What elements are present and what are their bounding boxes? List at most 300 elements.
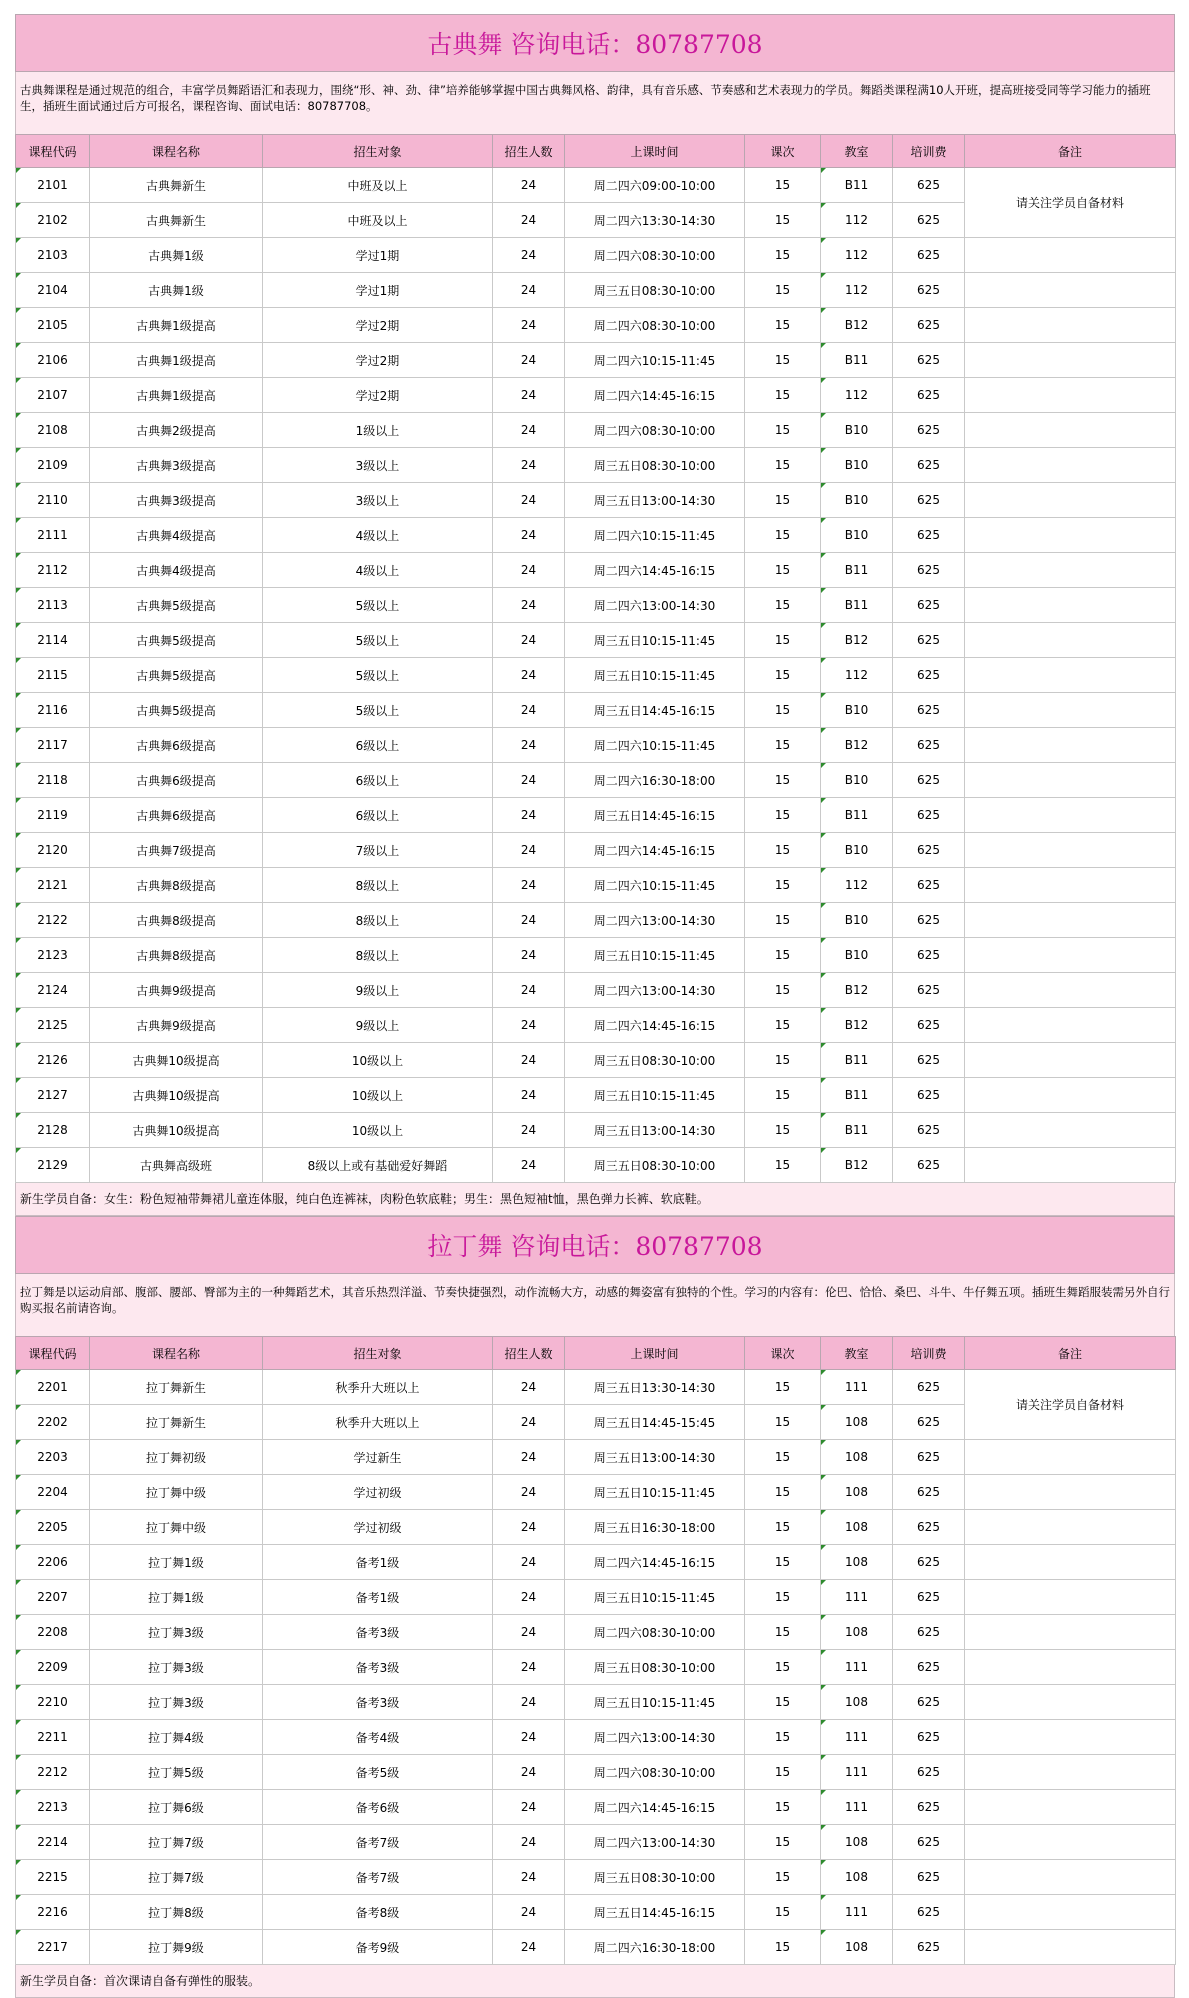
cell-remarks bbox=[965, 588, 1176, 623]
cell-enrollment: 24 bbox=[493, 798, 565, 833]
cell-class-time: 周三五日08:30-10:00 bbox=[565, 1650, 745, 1685]
cell-target-students: 备考4级 bbox=[263, 1720, 493, 1755]
cell-sessions: 15 bbox=[745, 973, 821, 1008]
cell-course-code: 2211 bbox=[16, 1720, 90, 1755]
cell-remarks bbox=[965, 343, 1176, 378]
table-row bbox=[16, 763, 1176, 798]
cell-remarks bbox=[965, 868, 1176, 903]
cell-remarks bbox=[965, 1615, 1176, 1650]
cell-course-code: 2112 bbox=[16, 553, 90, 588]
course-schedule-sheet bbox=[15, 14, 1175, 1998]
column-header-classroom: 教室 bbox=[821, 135, 893, 168]
cell-enrollment: 24 bbox=[493, 763, 565, 798]
cell-sessions: 15 bbox=[745, 623, 821, 658]
cell-remarks bbox=[965, 1790, 1176, 1825]
cell-sessions: 15 bbox=[745, 658, 821, 693]
cell-classroom: B11 bbox=[821, 168, 893, 203]
cell-course-code: 2108 bbox=[16, 413, 90, 448]
cell-sessions: 15 bbox=[745, 1148, 821, 1183]
cell-sessions: 15 bbox=[745, 1008, 821, 1043]
table-row bbox=[16, 938, 1176, 973]
table-row bbox=[16, 553, 1176, 588]
cell-classroom: B11 bbox=[821, 1043, 893, 1078]
cell-target-students: 5级以上 bbox=[263, 658, 493, 693]
cell-class-time: 周二四六08:30-10:00 bbox=[565, 413, 745, 448]
cell-course-code: 2116 bbox=[16, 693, 90, 728]
cell-sessions: 15 bbox=[745, 1685, 821, 1720]
cell-classroom: B11 bbox=[821, 1113, 893, 1148]
cell-fee: 625 bbox=[893, 1370, 965, 1405]
cell-target-students: 8级以上 bbox=[263, 868, 493, 903]
cell-sessions: 15 bbox=[745, 938, 821, 973]
section-title: 拉丁舞 咨询电话：80787708 bbox=[15, 1216, 1175, 1274]
cell-class-time: 周三五日10:15-11:45 bbox=[565, 1078, 745, 1113]
cell-course-name: 古典舞新生 bbox=[90, 203, 263, 238]
cell-target-students: 4级以上 bbox=[263, 518, 493, 553]
cell-course-name: 古典舞3级提高 bbox=[90, 448, 263, 483]
cell-fee: 625 bbox=[893, 1860, 965, 1895]
cell-fee: 625 bbox=[893, 203, 965, 238]
cell-enrollment: 24 bbox=[493, 1043, 565, 1078]
section-intro: 古典舞课程是通过规范的组合，丰富学员舞蹈语汇和表现力，围绕“形、神、劲、律”培养能够掌握中国古典舞风格、韵律，具有音乐感、节奏感和艺术表现力的学员。舞蹈类课程满10人开班，提高班接受同等学习能力的插班生，插班生面试通过后方可报名，课程咨询、面试电话：80787708。 bbox=[15, 72, 1175, 134]
cell-sessions: 15 bbox=[745, 1078, 821, 1113]
cell-sessions: 15 bbox=[745, 728, 821, 763]
cell-course-name: 拉丁舞4级 bbox=[90, 1720, 263, 1755]
cell-sessions: 15 bbox=[745, 693, 821, 728]
cell-fee: 625 bbox=[893, 1113, 965, 1148]
column-header-course-code: 课程代码 bbox=[16, 135, 90, 168]
cell-remarks bbox=[965, 308, 1176, 343]
cell-classroom: B10 bbox=[821, 483, 893, 518]
table-row bbox=[16, 1930, 1176, 1965]
cell-class-time: 周二四六16:30-18:00 bbox=[565, 763, 745, 798]
cell-sessions: 15 bbox=[745, 1860, 821, 1895]
table-row bbox=[16, 343, 1176, 378]
cell-sessions: 15 bbox=[745, 1440, 821, 1475]
cell-fee: 625 bbox=[893, 693, 965, 728]
cell-course-name: 古典舞1级提高 bbox=[90, 308, 263, 343]
cell-enrollment: 24 bbox=[493, 308, 565, 343]
cell-course-name: 拉丁舞3级 bbox=[90, 1685, 263, 1720]
cell-course-name: 古典舞1级提高 bbox=[90, 378, 263, 413]
cell-sessions: 15 bbox=[745, 1650, 821, 1685]
cell-remarks bbox=[965, 378, 1176, 413]
cell-fee: 625 bbox=[893, 273, 965, 308]
table-row bbox=[16, 1510, 1176, 1545]
cell-class-time: 周三五日10:15-11:45 bbox=[565, 1475, 745, 1510]
table-row bbox=[16, 1825, 1176, 1860]
table-row bbox=[16, 1720, 1176, 1755]
cell-course-name: 古典舞3级提高 bbox=[90, 483, 263, 518]
cell-classroom: B10 bbox=[821, 693, 893, 728]
cell-classroom: 108 bbox=[821, 1615, 893, 1650]
table-row bbox=[16, 1895, 1176, 1930]
cell-sessions: 15 bbox=[745, 1930, 821, 1965]
cell-course-name: 古典舞8级提高 bbox=[90, 903, 263, 938]
cell-fee: 625 bbox=[893, 1148, 965, 1183]
cell-classroom: 112 bbox=[821, 658, 893, 693]
table-row bbox=[16, 518, 1176, 553]
cell-class-time: 周三五日13:30-14:30 bbox=[565, 1370, 745, 1405]
cell-enrollment: 24 bbox=[493, 693, 565, 728]
table-row bbox=[16, 973, 1176, 1008]
cell-course-code: 2201 bbox=[16, 1370, 90, 1405]
cell-remarks bbox=[965, 1825, 1176, 1860]
cell-class-time: 周三五日10:15-11:45 bbox=[565, 623, 745, 658]
cell-course-code: 2124 bbox=[16, 973, 90, 1008]
cell-remarks bbox=[965, 1755, 1176, 1790]
cell-class-time: 周二四六14:45-16:15 bbox=[565, 1008, 745, 1043]
cell-fee: 625 bbox=[893, 903, 965, 938]
cell-target-students: 5级以上 bbox=[263, 693, 493, 728]
cell-remarks bbox=[965, 1685, 1176, 1720]
cell-class-time: 周二四六13:00-14:30 bbox=[565, 973, 745, 1008]
cell-remarks bbox=[965, 483, 1176, 518]
cell-enrollment: 24 bbox=[493, 1755, 565, 1790]
cell-enrollment: 24 bbox=[493, 1895, 565, 1930]
cell-course-code: 2118 bbox=[16, 763, 90, 798]
table-row bbox=[16, 1860, 1176, 1895]
cell-remarks bbox=[965, 1043, 1176, 1078]
cell-course-name: 拉丁舞中级 bbox=[90, 1475, 263, 1510]
cell-sessions: 15 bbox=[745, 413, 821, 448]
cell-class-time: 周二四六13:00-14:30 bbox=[565, 1720, 745, 1755]
cell-classroom: 111 bbox=[821, 1755, 893, 1790]
cell-course-name: 拉丁舞3级 bbox=[90, 1650, 263, 1685]
table-row bbox=[16, 378, 1176, 413]
table-header-row bbox=[16, 135, 1176, 168]
cell-classroom: 112 bbox=[821, 868, 893, 903]
cell-course-name: 古典舞1级 bbox=[90, 238, 263, 273]
cell-remarks bbox=[965, 1895, 1176, 1930]
cell-sessions: 15 bbox=[745, 1825, 821, 1860]
cell-fee: 625 bbox=[893, 448, 965, 483]
cell-sessions: 15 bbox=[745, 308, 821, 343]
cell-course-code: 2111 bbox=[16, 518, 90, 553]
cell-course-name: 拉丁舞6级 bbox=[90, 1790, 263, 1825]
cell-target-students: 备考9级 bbox=[263, 1930, 493, 1965]
cell-class-time: 周三五日14:45-15:45 bbox=[565, 1405, 745, 1440]
column-header-enrollment: 招生人数 bbox=[493, 135, 565, 168]
cell-classroom: 111 bbox=[821, 1580, 893, 1615]
table-row bbox=[16, 1008, 1176, 1043]
cell-classroom: 111 bbox=[821, 1370, 893, 1405]
cell-class-time: 周二四六10:15-11:45 bbox=[565, 868, 745, 903]
cell-enrollment: 24 bbox=[493, 343, 565, 378]
cell-remarks bbox=[965, 1930, 1176, 1965]
cell-remarks bbox=[965, 728, 1176, 763]
cell-enrollment: 24 bbox=[493, 1078, 565, 1113]
cell-sessions: 15 bbox=[745, 588, 821, 623]
cell-class-time: 周三五日14:45-16:15 bbox=[565, 798, 745, 833]
cell-course-code: 2110 bbox=[16, 483, 90, 518]
cell-sessions: 15 bbox=[745, 238, 821, 273]
column-header-course-name: 课程名称 bbox=[90, 135, 263, 168]
cell-enrollment: 24 bbox=[493, 203, 565, 238]
cell-sessions: 15 bbox=[745, 343, 821, 378]
cell-target-students: 秋季升大班以上 bbox=[263, 1370, 493, 1405]
cell-classroom: B10 bbox=[821, 763, 893, 798]
cell-target-students: 学过2期 bbox=[263, 308, 493, 343]
cell-fee: 625 bbox=[893, 1078, 965, 1113]
cell-course-name: 古典舞10级提高 bbox=[90, 1113, 263, 1148]
table-row bbox=[16, 1148, 1176, 1183]
cell-class-time: 周二四六09:00-10:00 bbox=[565, 168, 745, 203]
cell-fee: 625 bbox=[893, 343, 965, 378]
cell-enrollment: 24 bbox=[493, 728, 565, 763]
cell-class-time: 周二四六14:45-16:15 bbox=[565, 833, 745, 868]
cell-classroom: B10 bbox=[821, 448, 893, 483]
cell-class-time: 周三五日10:15-11:45 bbox=[565, 658, 745, 693]
cell-remarks bbox=[965, 1113, 1176, 1148]
cell-sessions: 15 bbox=[745, 868, 821, 903]
section-title: 古典舞 咨询电话：80787708 bbox=[15, 14, 1175, 72]
cell-remarks bbox=[965, 518, 1176, 553]
column-header-fee: 培训费 bbox=[893, 1337, 965, 1370]
cell-course-code: 2120 bbox=[16, 833, 90, 868]
cell-class-time: 周二四六10:15-11:45 bbox=[565, 518, 745, 553]
cell-enrollment: 24 bbox=[493, 623, 565, 658]
cell-course-code: 2205 bbox=[16, 1510, 90, 1545]
cell-classroom: 111 bbox=[821, 1720, 893, 1755]
cell-target-students: 学过初级 bbox=[263, 1475, 493, 1510]
table-row bbox=[16, 273, 1176, 308]
cell-class-time: 周三五日13:00-14:30 bbox=[565, 1113, 745, 1148]
cell-course-name: 拉丁舞5级 bbox=[90, 1755, 263, 1790]
cell-remarks bbox=[965, 1580, 1176, 1615]
cell-enrollment: 24 bbox=[493, 168, 565, 203]
cell-course-name: 拉丁舞新生 bbox=[90, 1405, 263, 1440]
cell-classroom: B12 bbox=[821, 623, 893, 658]
cell-course-name: 古典舞5级提高 bbox=[90, 658, 263, 693]
cell-remarks bbox=[965, 833, 1176, 868]
cell-sessions: 15 bbox=[745, 833, 821, 868]
cell-classroom: 112 bbox=[821, 273, 893, 308]
cell-course-name: 拉丁舞7级 bbox=[90, 1825, 263, 1860]
cell-target-students: 8级以上 bbox=[263, 903, 493, 938]
cell-course-name: 拉丁舞9级 bbox=[90, 1930, 263, 1965]
cell-class-time: 周三五日16:30-18:00 bbox=[565, 1510, 745, 1545]
cell-classroom: 111 bbox=[821, 1650, 893, 1685]
cell-classroom: B11 bbox=[821, 798, 893, 833]
cell-remarks bbox=[965, 693, 1176, 728]
cell-course-code: 2126 bbox=[16, 1043, 90, 1078]
cell-course-code: 2202 bbox=[16, 1405, 90, 1440]
cell-course-name: 古典舞8级提高 bbox=[90, 938, 263, 973]
column-header-course-code: 课程代码 bbox=[16, 1337, 90, 1370]
cell-classroom: 108 bbox=[821, 1685, 893, 1720]
cell-course-name: 拉丁舞3级 bbox=[90, 1615, 263, 1650]
cell-course-name: 拉丁舞1级 bbox=[90, 1580, 263, 1615]
cell-class-time: 周二四六13:00-14:30 bbox=[565, 1825, 745, 1860]
cell-classroom: B10 bbox=[821, 413, 893, 448]
cell-enrollment: 24 bbox=[493, 938, 565, 973]
table-row bbox=[16, 1043, 1176, 1078]
cell-course-code: 2107 bbox=[16, 378, 90, 413]
cell-enrollment: 24 bbox=[493, 1405, 565, 1440]
cell-enrollment: 24 bbox=[493, 973, 565, 1008]
cell-target-students: 备考1级 bbox=[263, 1545, 493, 1580]
cell-target-students: 备考8级 bbox=[263, 1895, 493, 1930]
cell-course-code: 2109 bbox=[16, 448, 90, 483]
cell-classroom: B10 bbox=[821, 518, 893, 553]
cell-remarks bbox=[965, 903, 1176, 938]
table-row bbox=[16, 1615, 1176, 1650]
cell-enrollment: 24 bbox=[493, 378, 565, 413]
cell-target-students: 10级以上 bbox=[263, 1043, 493, 1078]
cell-course-name: 古典舞5级提高 bbox=[90, 588, 263, 623]
cell-remarks bbox=[965, 1148, 1176, 1183]
table-row bbox=[16, 1475, 1176, 1510]
table-row bbox=[16, 168, 1176, 203]
cell-course-name: 拉丁舞新生 bbox=[90, 1370, 263, 1405]
cell-sessions: 15 bbox=[745, 903, 821, 938]
cell-sessions: 15 bbox=[745, 1043, 821, 1078]
cell-class-time: 周二四六08:30-10:00 bbox=[565, 1615, 745, 1650]
cell-classroom: 112 bbox=[821, 238, 893, 273]
cell-course-code: 2101 bbox=[16, 168, 90, 203]
cell-course-code: 2113 bbox=[16, 588, 90, 623]
column-header-remarks: 备注 bbox=[965, 135, 1176, 168]
table-row bbox=[16, 903, 1176, 938]
column-header-classroom: 教室 bbox=[821, 1337, 893, 1370]
cell-fee: 625 bbox=[893, 1008, 965, 1043]
section-intro: 拉丁舞是以运动肩部、腹部、腰部、臀部为主的一种舞蹈艺术，其音乐热烈洋溢、节奏快捷强烈，动作流畅大方，动感的舞姿富有独特的个性。学习的内容有：伦巴、恰恰、桑巴、斗牛、牛仔舞五项。插班生舞蹈服装需另外自行购买报名前请咨询。 bbox=[15, 1274, 1175, 1336]
cell-course-code: 2209 bbox=[16, 1650, 90, 1685]
cell-classroom: 112 bbox=[821, 203, 893, 238]
column-header-sessions: 课次 bbox=[745, 1337, 821, 1370]
table-row bbox=[16, 798, 1176, 833]
cell-remarks bbox=[965, 1078, 1176, 1113]
cell-target-students: 备考7级 bbox=[263, 1860, 493, 1895]
cell-classroom: B10 bbox=[821, 833, 893, 868]
cell-classroom: B12 bbox=[821, 1148, 893, 1183]
table-row bbox=[16, 483, 1176, 518]
cell-class-time: 周二四六14:45-16:15 bbox=[565, 553, 745, 588]
cell-sessions: 15 bbox=[745, 203, 821, 238]
cell-fee: 625 bbox=[893, 1475, 965, 1510]
cell-remarks-note: 请关注学员自备材料 bbox=[965, 168, 1176, 238]
table-row bbox=[16, 1685, 1176, 1720]
cell-course-code: 2207 bbox=[16, 1580, 90, 1615]
cell-target-students: 10级以上 bbox=[263, 1078, 493, 1113]
cell-target-students: 备考7级 bbox=[263, 1825, 493, 1860]
cell-fee: 625 bbox=[893, 413, 965, 448]
cell-sessions: 15 bbox=[745, 1370, 821, 1405]
cell-enrollment: 24 bbox=[493, 1475, 565, 1510]
column-header-remarks: 备注 bbox=[965, 1337, 1176, 1370]
cell-classroom: B11 bbox=[821, 553, 893, 588]
cell-enrollment: 24 bbox=[493, 1615, 565, 1650]
table-row bbox=[16, 623, 1176, 658]
cell-course-name: 拉丁舞1级 bbox=[90, 1545, 263, 1580]
cell-classroom: 108 bbox=[821, 1825, 893, 1860]
cell-target-students: 6级以上 bbox=[263, 763, 493, 798]
cell-course-name: 古典舞7级提高 bbox=[90, 833, 263, 868]
cell-enrollment: 24 bbox=[493, 1685, 565, 1720]
cell-enrollment: 24 bbox=[493, 1510, 565, 1545]
cell-sessions: 15 bbox=[745, 1545, 821, 1580]
cell-class-time: 周二四六14:45-16:15 bbox=[565, 378, 745, 413]
cell-fee: 625 bbox=[893, 1720, 965, 1755]
cell-class-time: 周三五日08:30-10:00 bbox=[565, 1860, 745, 1895]
cell-target-students: 4级以上 bbox=[263, 553, 493, 588]
table-row bbox=[16, 588, 1176, 623]
course-section bbox=[15, 14, 1175, 1216]
cell-sessions: 15 bbox=[745, 168, 821, 203]
table-row bbox=[16, 868, 1176, 903]
cell-class-time: 周二四六13:00-14:30 bbox=[565, 588, 745, 623]
cell-enrollment: 24 bbox=[493, 413, 565, 448]
cell-classroom: B10 bbox=[821, 903, 893, 938]
cell-target-students: 5级以上 bbox=[263, 588, 493, 623]
cell-course-code: 2128 bbox=[16, 1113, 90, 1148]
cell-remarks bbox=[965, 448, 1176, 483]
cell-course-name: 古典舞9级提高 bbox=[90, 973, 263, 1008]
column-header-fee: 培训费 bbox=[893, 135, 965, 168]
cell-fee: 625 bbox=[893, 308, 965, 343]
cell-fee: 625 bbox=[893, 658, 965, 693]
cell-class-time: 周二四六10:15-11:45 bbox=[565, 343, 745, 378]
table-row bbox=[16, 1440, 1176, 1475]
cell-enrollment: 24 bbox=[493, 1860, 565, 1895]
cell-fee: 625 bbox=[893, 1440, 965, 1475]
cell-target-students: 学过初级 bbox=[263, 1510, 493, 1545]
cell-remarks bbox=[965, 273, 1176, 308]
cell-target-students: 学过1期 bbox=[263, 273, 493, 308]
cell-course-code: 2123 bbox=[16, 938, 90, 973]
cell-class-time: 周二四六08:30-10:00 bbox=[565, 238, 745, 273]
cell-course-code: 2217 bbox=[16, 1930, 90, 1965]
cell-target-students: 学过1期 bbox=[263, 238, 493, 273]
cell-enrollment: 24 bbox=[493, 1825, 565, 1860]
cell-course-name: 古典舞5级提高 bbox=[90, 693, 263, 728]
cell-classroom: B10 bbox=[821, 938, 893, 973]
cell-sessions: 15 bbox=[745, 518, 821, 553]
cell-course-name: 古典舞高级班 bbox=[90, 1148, 263, 1183]
cell-classroom: B11 bbox=[821, 1078, 893, 1113]
cell-course-code: 2115 bbox=[16, 658, 90, 693]
cell-course-name: 古典舞新生 bbox=[90, 168, 263, 203]
cell-course-name: 拉丁舞中级 bbox=[90, 1510, 263, 1545]
cell-course-name: 拉丁舞7级 bbox=[90, 1860, 263, 1895]
cell-target-students: 备考3级 bbox=[263, 1615, 493, 1650]
cell-enrollment: 24 bbox=[493, 518, 565, 553]
cell-course-code: 2121 bbox=[16, 868, 90, 903]
cell-classroom: 112 bbox=[821, 378, 893, 413]
cell-sessions: 15 bbox=[745, 1895, 821, 1930]
cell-class-time: 周三五日08:30-10:00 bbox=[565, 448, 745, 483]
cell-fee: 625 bbox=[893, 1043, 965, 1078]
cell-fee: 625 bbox=[893, 938, 965, 973]
cell-fee: 625 bbox=[893, 588, 965, 623]
cell-classroom: 108 bbox=[821, 1405, 893, 1440]
cell-sessions: 15 bbox=[745, 798, 821, 833]
cell-target-students: 学过2期 bbox=[263, 378, 493, 413]
cell-classroom: B12 bbox=[821, 308, 893, 343]
cell-course-code: 2105 bbox=[16, 308, 90, 343]
cell-course-name: 古典舞5级提高 bbox=[90, 623, 263, 658]
table-row bbox=[16, 448, 1176, 483]
cell-enrollment: 24 bbox=[493, 1370, 565, 1405]
cell-classroom: B12 bbox=[821, 1008, 893, 1043]
cell-target-students: 1级以上 bbox=[263, 413, 493, 448]
cell-fee: 625 bbox=[893, 798, 965, 833]
cell-sessions: 15 bbox=[745, 1755, 821, 1790]
cell-enrollment: 24 bbox=[493, 1580, 565, 1615]
cell-enrollment: 24 bbox=[493, 903, 565, 938]
table-header-row bbox=[16, 1337, 1176, 1370]
